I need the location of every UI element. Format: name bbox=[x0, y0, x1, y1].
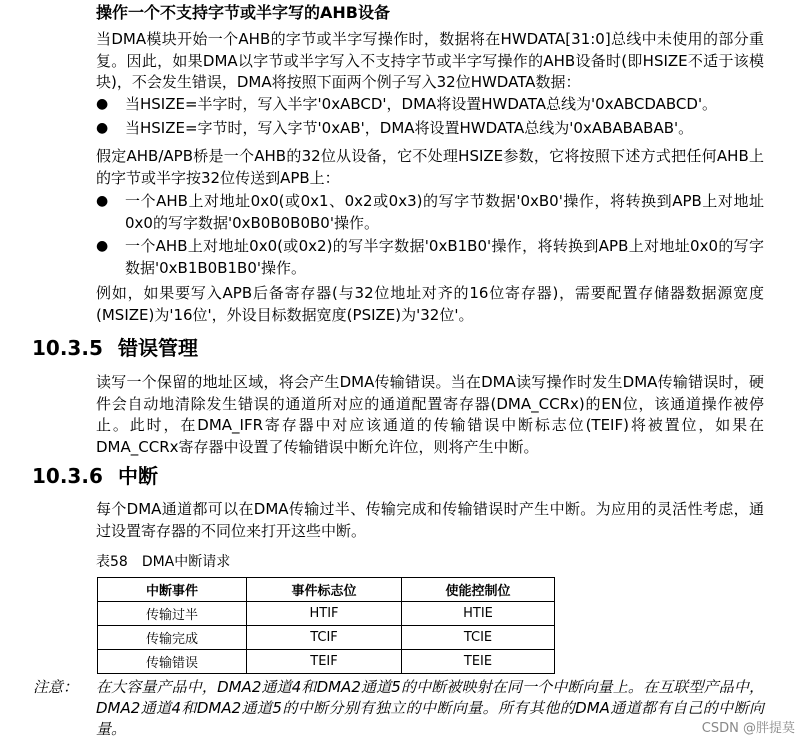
table-row bbox=[98, 626, 555, 650]
table-cell: 传输完成 bbox=[98, 626, 247, 650]
table-header: 使能控制位 bbox=[402, 578, 555, 602]
bullet-icon: ● bbox=[96, 193, 109, 209]
table-cell: TEIE bbox=[402, 650, 555, 674]
table-row bbox=[98, 650, 555, 674]
paragraph-bridge: 假定AHB/APB桥是一个AHB的32位从设备，它不处理HSIZE参数，它将按照下述方式把任何AHB上的字节或半字按32位传送到APB上： bbox=[96, 147, 764, 187]
paragraph-error: 读写一个保留的地址区域，将会产生DMA传输错误。当在DMA读写操作时发生DMA传输错误时，硬件会自动地清除发生错误的通道所对应的通道配置寄存器(DMA_CCRx)的EN位，该通道操作被停止。此时，在DMA_IFR寄存器中对应该通道的传输错误中断标志位(TEIF)将被置位，如果在DMA_CCRx寄存器中设置了传输错误中断允许位，则将产生中断。 bbox=[96, 373, 764, 456]
table-cell: 传输过半 bbox=[98, 602, 247, 626]
table-cell: TEIF bbox=[247, 650, 402, 674]
bullet-text: 一个AHB上对地址0x0(或0x2)的写半字数据'0xB1B0'操作，将转换到APB上对地址0x0的写字数据'0xB1B0B1B0'操作。 bbox=[125, 237, 764, 277]
bullet-text: 当HSIZE=字节时，写入字节'0xAB'，DMA将设置HWDATA总线为'0xABABABAB'。 bbox=[125, 119, 694, 137]
bullet-item bbox=[96, 118, 764, 140]
section-number: 10.3.6 bbox=[32, 464, 103, 488]
bullet-item bbox=[96, 94, 764, 116]
paragraph-interrupt: 每个DMA通道都可以在DMA传输过半、传输完成和传输错误时产生中断。为应用的灵活性考虑，通过设置寄存器的不同位来打开这些中断。 bbox=[96, 500, 764, 540]
table-cell: TCIE bbox=[402, 626, 555, 650]
section-title: 中断 bbox=[118, 464, 158, 488]
table-header-row bbox=[98, 578, 555, 602]
paragraph-example: 例如，如果要写入APB后备寄存器(与32位地址对齐的16位寄存器)，需要配置存储器数据源宽度(MSIZE)为'16位'，外设目标数据宽度(PSIZE)为'32位'。 bbox=[96, 284, 764, 324]
bullet-item bbox=[96, 191, 764, 234]
section-number: 10.3.5 bbox=[32, 336, 103, 360]
note-text: 在大容量产品中，DMA2通道4和DMA2通道5的中断被映射在同一个中断向量上。在互联型产品中，DMA2通道4和DMA2通道5的中断分别有独立的中断向量。所有其他的DMA通道都有自己的中断向量。 bbox=[96, 678, 764, 738]
section-heading-error bbox=[32, 335, 198, 361]
table-cell: HTIF bbox=[247, 602, 402, 626]
bullet-icon: ● bbox=[96, 120, 109, 136]
note-label: 注意： bbox=[33, 678, 79, 696]
table-header: 中断事件 bbox=[98, 578, 247, 602]
table-caption: 表58 DMA中断请求 bbox=[96, 554, 231, 570]
bullet-text: 一个AHB上对地址0x0(或0x1、0x2或0x3)的写字节数据'0xB0'操作，将转换到APB上对地址0x0的写字数据'0xB0B0B0B0'操作。 bbox=[125, 192, 764, 232]
section-title: 错误管理 bbox=[118, 336, 198, 360]
bullet-text: 当HSIZE=半字时，写入半字'0xABCD'，DMA将设置HWDATA总线为'0xABCDABCD'。 bbox=[125, 95, 718, 113]
bullet-icon: ● bbox=[96, 96, 109, 112]
table-cell: TCIF bbox=[247, 626, 402, 650]
table-cell: 传输错误 bbox=[98, 650, 247, 674]
paragraph-hwdata: 当DMA模块开始一个AHB的字节或半字写操作时，数据将在HWDATA[31:0]总线中未使用的部分重复。因此，如果DMA以字节或半字写入不支持字节或半字写操作的AHB设备时(即HSIZE不适于该模块)，不会发生错误，DMA将按照下面两个例子写入32位HWDATA数据： bbox=[96, 30, 764, 91]
table-row bbox=[98, 602, 555, 626]
watermark: CSDN @胖提莫 bbox=[701, 721, 795, 736]
section-heading-interrupt bbox=[32, 463, 158, 489]
bullet-icon: ● bbox=[96, 238, 109, 254]
bullet-item bbox=[96, 236, 764, 279]
table-cell: HTIE bbox=[402, 602, 555, 626]
sub-heading: 操作一个不支持字节或半字写的AHB设备 bbox=[96, 3, 390, 22]
table-header: 事件标志位 bbox=[247, 578, 402, 602]
interrupt-table bbox=[97, 577, 555, 674]
